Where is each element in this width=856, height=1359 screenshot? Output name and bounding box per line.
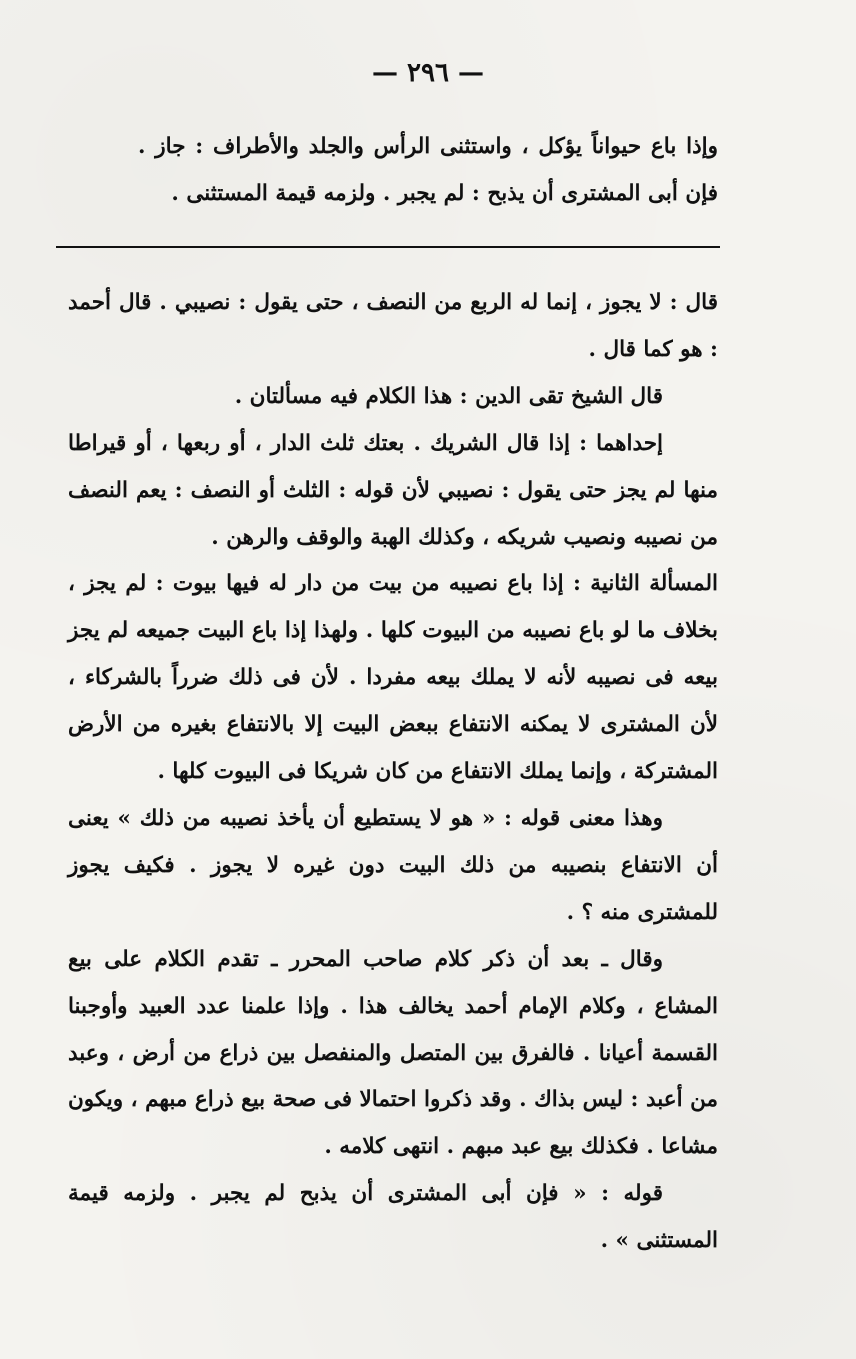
commentary-paragraph: وقال ـ بعد أن ذكر كلام صاحب المحرر ـ تقدم الكلام على بيع المشاع ، وكلام الإمام أحمد يخالف هذا . وإذا علمنا عدد العبيد وأوجبنا القسمة أعيانا . فالفرق بين المتصل والمنفصل بين ذراع من أرض ، وعبد من أعبد : ليس بذاك . وقد ذكروا احتمالا فى صحة بيع ذراع مبهم ، ويكون مشاعا . فكذلك بيع عبد مبهم . انتهى كلامه .: [68, 946, 718, 1160]
commentary-paragraph: إحداهما : إذا قال الشريك . بعتك ثلث الدار ، أو ربعها ، أو قيراطا منها لم يجز حتى يقول : نصيبي لأن قوله : الثلث أو النصف : يعم النصف من نصيبه ونصيب شريكه ، وكذلك الهبة والوقف والرهن .: [68, 430, 718, 550]
main-text: وإذا باع حيواناً يؤكل ، واستثنى الرأس والجلد والأطراف : جاز . فإن أبى المشترى أن يذبح : لم يجبر . ولزمه قيمة المستثنى .: [138, 134, 718, 206]
commentary-paragraph: قال الشيخ تقى الدين : هذا الكلام فيه مسألتان .: [234, 383, 663, 409]
commentary: [68, 280, 718, 1265]
commentary-paragraph: المسألة الثانية : إذا باع نصيبه من بيت من دار له فيها بيوت : لم يجز ، بخلاف ما لو باع نصيبه من البيوت كلها . ولهذا إذا باع البيت جميعه لم يجز بيعه فى نصيبه لأنه لا يملك بيعه مفردا . لأن فى ذلك ضرراً بالشركاء ، لأن المشترى لا يمكنه الانتفاع ببعض البيت إلا بالانتفاع بغيره من الأرض المشتركة ، وإنما يملك الانتفاع من كان شريكا فى البيوت كلها .: [68, 571, 718, 785]
separator-rule: [56, 246, 720, 248]
commentary-paragraph: وهذا معنى قوله : « هو لا يستطيع أن يأخذ نصيبه من ذلك » يعنى أن الانتفاع بنصيبه من ذلك البيت دون غيره لا يجوز . فكيف يجوز للمشترى منه ؟ .: [68, 805, 718, 925]
commentary-paragraph: قوله : « فإن أبى المشترى أن يذبح لم يجبر . ولزمه قيمة المستثنى » .: [68, 1181, 718, 1254]
page-number: — ٢٩٦ —: [371, 58, 485, 88]
commentary-paragraph: قال : لا يجوز ، إنما له الربع من النصف ، حتى يقول : نصيبي . قال أحمد : هو كما قال .: [68, 290, 718, 362]
